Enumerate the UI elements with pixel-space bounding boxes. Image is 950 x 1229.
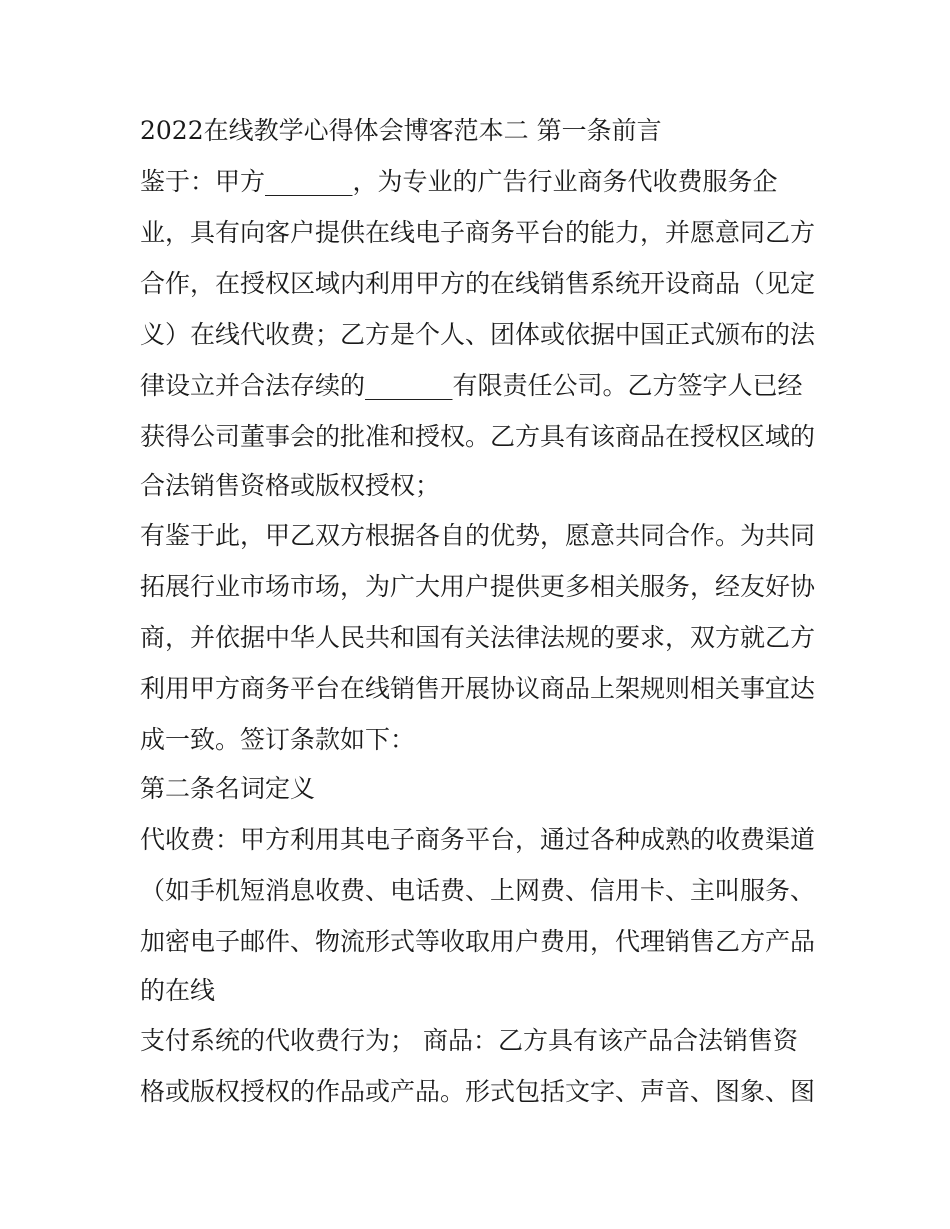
paragraph-line: 有鉴于此，甲乙双方根据各自的优势，愿意共同合作。为共同	[140, 521, 816, 550]
paragraph-line: 义）在线代收费；乙方是个人、团体或依据中国正式颁布的法	[140, 320, 816, 349]
paragraph-line: 加密电子邮件、物流形式等收取用户费用，代理销售乙方产品	[140, 927, 816, 956]
paragraph-line: 获得公司董事会的批准和授权。乙方具有该商品在授权区域的	[140, 422, 816, 451]
paragraph-line: 业，具有向客户提供在线电子商务平台的能力，并愿意同乙方	[140, 218, 816, 247]
section-heading: 第二条名词定义	[140, 774, 316, 803]
document-title: 2022在线教学心得体会博客范本二 第一条前言	[140, 116, 662, 145]
paragraph-line: 格或版权授权的作品或产品。形式包括文字、声音、图象、图	[140, 1077, 816, 1106]
paragraph-line: 成一致。签订条款如下：	[140, 725, 416, 754]
paragraph-line: 的在线	[140, 976, 216, 1005]
paragraph-line: 合法销售资格或版权授权；	[140, 471, 441, 500]
paragraph-line: 利用甲方商务平台在线销售开展协议商品上架规则相关事宜达	[140, 674, 816, 703]
paragraph-line: 鉴于：甲方_______，为专业的广告行业商务代收费服务企	[140, 167, 778, 196]
paragraph-line: 拓展行业市场市场，为广大用户提供更多相关服务，经友好协	[140, 572, 816, 601]
paragraph-line: 合作，在授权区域内利用甲方的在线销售系统开设商品（见定	[140, 269, 816, 298]
paragraph-line: 律设立并合法存续的_______有限责任公司。乙方签字人已经	[140, 371, 803, 400]
paragraph-line: 支付系统的代收费行为； 商品：乙方具有该产品合法销售资	[140, 1026, 798, 1055]
paragraph-line: 代收费：甲方利用其电子商务平台，通过各种成熟的收费渠道	[140, 825, 816, 854]
paragraph-line: 商，并依据中华人民共和国有关法律法规的要求，双方就乙方	[140, 623, 816, 652]
paragraph-line: （如手机短消息收费、电话费、上网费、信用卡、主叫服务、	[140, 876, 816, 905]
